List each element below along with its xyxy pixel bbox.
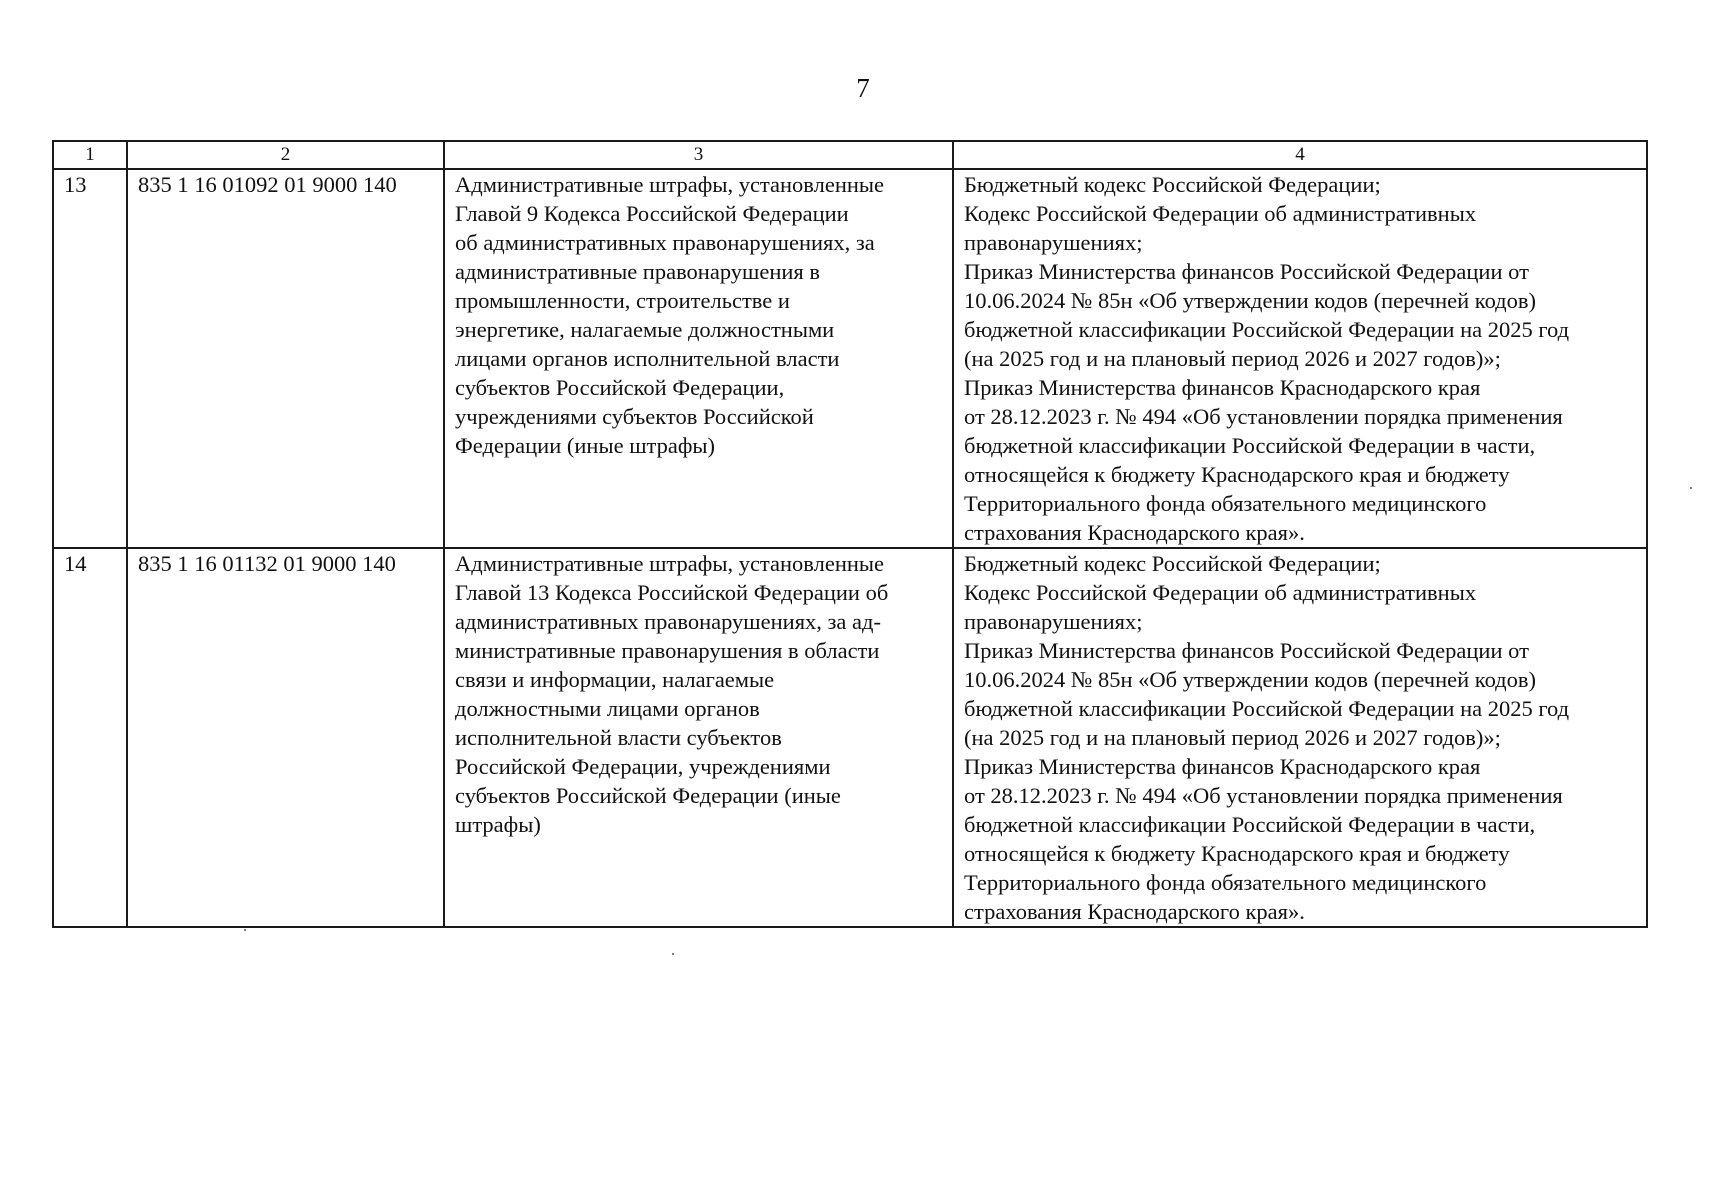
legal-basis: Бюджетный кодекс Российской Федерации; Кодекс Российской Федерации об административных правонарушениях; Приказ Министерства финансов Российской Федерации от 10.06.2024 № 85н «Об утверждении кодов (перечней кодов) бюджетной классификации Российской Федерации на 2025 год (на 2025 год и на плановый период 2026 и 2027 годов)»; Приказ Министерства финансов Краснодарского края от 28.12.2023 г. № 494 «Об установлении порядка применения бюджетной классификации Российской Федерации в части, относящейся к бюджету Краснодарского края и бюджету Территориального фонда обязательного медицинского страхования Краснодарского края». — [953, 169, 1647, 548]
column-header-1: 1 — [53, 141, 127, 169]
column-header-2: 2 — [127, 141, 444, 169]
column-header-4: 4 — [953, 141, 1647, 169]
budget-code: 835 1 16 01132 01 9000 140 — [127, 548, 444, 927]
legal-basis: Бюджетный кодекс Российской Федерации; Кодекс Российской Федерации об административных правонарушениях; Приказ Министерства финансов Российской Федерации от 10.06.2024 № 85н «Об утверждении кодов (перечней кодов) бюджетной классификации Российской Федерации на 2025 год (на 2025 год и на плановый период 2026 и 2027 годов)»; Приказ Министерства финансов Краснодарского края от 28.12.2023 г. № 494 «Об установлении порядка применения бюджетной классификации Российской Федерации в части, относящейся к бюджету Краснодарского края и бюджету Территориального фонда обязательного медицинского страхования Краснодарского края». — [953, 548, 1647, 927]
budget-code: 835 1 16 01092 01 9000 140 — [127, 169, 444, 548]
column-header-3: 3 — [444, 141, 953, 169]
page-number: 7 — [856, 73, 870, 103]
scan-speck — [244, 929, 246, 931]
table-row — [53, 548, 1647, 927]
table-row — [53, 169, 1647, 548]
scan-speck — [672, 953, 674, 955]
income-description: Административные штрафы, установленные Главой 13 Кодекса Российской Федерации об административных правонарушениях, за ад- министративные правонарушения в области связи и информации, налагаемые должностными лицами органов исполнительной власти субъектов Российской Федерации, учреждениями субъектов Российской Федерации (иные штрафы) — [444, 548, 953, 927]
income-description: Административные штрафы, установленные Главой 9 Кодекса Российской Федерации об административных правонарушениях, за административные правонарушения в промышленности, строительстве и энергетике, налагаемые должностными лицами органов исполнительной власти субъектов Российской Федерации, учреждениями субъектов Российской Федерации (иные штрафы) — [444, 169, 953, 548]
row-number: 13 — [53, 169, 127, 548]
row-number: 14 — [53, 548, 127, 927]
scan-speck — [1690, 487, 1692, 489]
table-header-row — [53, 141, 1647, 169]
budget-codes-table — [52, 140, 1648, 928]
